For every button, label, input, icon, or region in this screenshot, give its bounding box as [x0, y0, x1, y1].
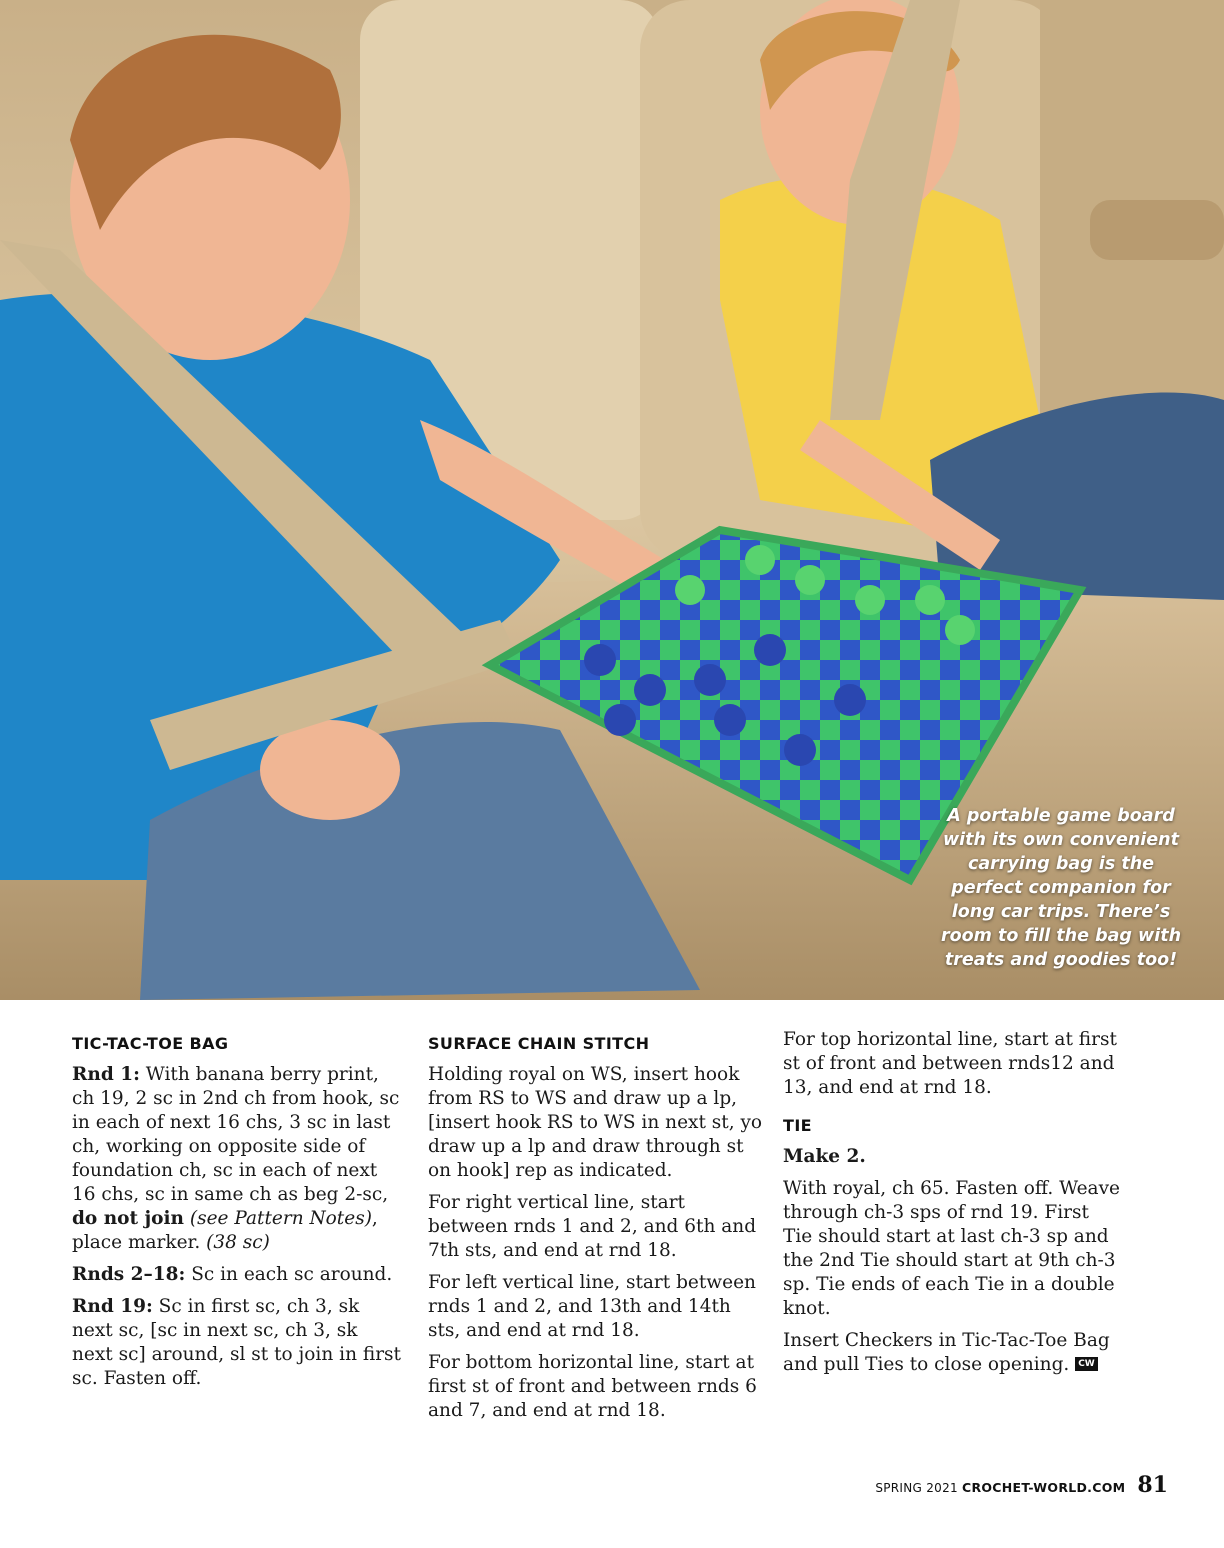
heading-tictactoe-bag: TIC-TAC-TOE BAG — [72, 1034, 229, 1053]
column-surface-chain — [428, 1028, 763, 1431]
rounds-2-18-label: Rnds 2–18: — [72, 1264, 186, 1285]
top-horizontal-paragraph: For top horizontal line, start at first st of front and between rnds12 and 13, and end at rnd 18. — [783, 1029, 1117, 1098]
footer-season: SPRING 2021 — [875, 1481, 958, 1495]
surface-paragraph-3: For left vertical line, start between rnds 1 and 2, and 13th and 14th sts, and end at rnd 18. — [428, 1272, 756, 1341]
page-number: 81 — [1137, 1472, 1168, 1498]
pattern-notes-ref: (see Pattern Notes) — [184, 1208, 372, 1229]
heading-tie: TIE — [783, 1116, 812, 1135]
tie-paragraph-2 — [783, 1329, 1123, 1377]
tie-paragraph-2-text: Insert Checkers in Tic-Tac-Toe Bag and pull Ties to close opening. — [783, 1330, 1110, 1375]
round-1-text-b: , place marker. — [72, 1208, 378, 1253]
round-1-instruction — [72, 1063, 402, 1255]
surface-paragraph-4: For bottom horizontal line, start at first st of front and between rnds 6 and 7, and end at rnd 18. — [428, 1352, 757, 1421]
round-1-label: Rnd 1: — [72, 1064, 140, 1085]
round-19-label: Rnd 19: — [72, 1296, 153, 1317]
tie-paragraph-1: With royal, ch 65. Fasten off. Weave through ch-3 sps of rnd 19. First Tie should start at last ch-3 sp and the 2nd Tie should start at 9th ch-3 sp. Tie ends of each Tie in a double knot. — [783, 1178, 1120, 1319]
make-count: Make 2. — [783, 1146, 866, 1167]
surface-paragraph-2: For right vertical line, start between rnds 1 and 2, and 6th and 7th sts, and end at rnd 18. — [428, 1192, 757, 1261]
footer-site: CROCHET-WORLD.COM — [961, 1480, 1126, 1495]
rounds-2-18-text: Sc in each sc around. — [185, 1264, 393, 1285]
round-19-text: Sc in first sc, ch 3, sk next sc, [sc in next sc, ch 3, sk next sc] around, sl st to join in first sc. Fasten off. — [72, 1296, 401, 1389]
column-tie — [783, 1028, 1123, 1385]
surface-paragraph-1: Holding royal on WS, insert hook from RS to WS and draw up a lp, [insert hook RS to WS in next st, yo draw up a lp and draw through st on hook] rep as indicated. — [428, 1064, 763, 1181]
page-footer — [875, 1472, 1168, 1498]
heading-surface-chain-stitch: SURFACE CHAIN STITCH — [428, 1034, 650, 1053]
photo-caption: A portable game board with its own convenient carrying bag is the perfect companion for long car trips. There’s room to fill the bag with treats and goodies too! — [940, 806, 1182, 970]
round-1-text-a: With banana berry print, ch 19, 2 sc in 2nd ch from hook, sc in each of next 16 chs, 3 sc in last ch, working on opposite side of foundation ch, sc in each of next 16 chs, sc in same ch as beg 2-sc, — [72, 1064, 400, 1205]
door-handle — [1090, 200, 1224, 260]
round-1-count: (38 sc) — [206, 1232, 270, 1253]
do-not-join: do not join — [72, 1208, 185, 1229]
rounds-2-18-instruction — [72, 1263, 402, 1287]
round-19-instruction — [72, 1295, 402, 1391]
cw-end-badge: CW — [1075, 1357, 1098, 1371]
column-tictactoe — [72, 1028, 402, 1399]
